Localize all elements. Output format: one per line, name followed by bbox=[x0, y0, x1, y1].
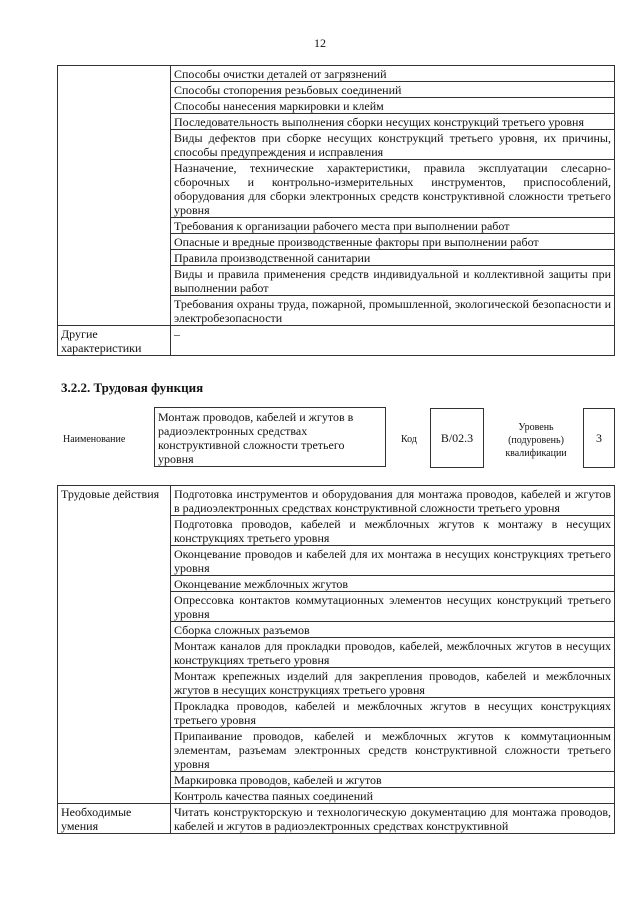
labor-action-item: Опрессовка контактов коммутационных элементов несущих конструкций третьего уровня bbox=[171, 592, 615, 622]
labor-action-item: Прокладка проводов, кабелей и межблочных жгутов в несущих конструкциях третьего уровня bbox=[171, 698, 615, 728]
knowledge-item: Способы нанесения маркировки и клейм bbox=[171, 98, 615, 114]
knowledge-item: Опасные и вредные производственные факторы при выполнении работ bbox=[171, 234, 615, 250]
knowledge-item: Последовательность выполнения сборки несущих конструкций третьего уровня bbox=[171, 114, 615, 130]
labor-action-item: Сборка сложных разъемов bbox=[171, 622, 615, 638]
knowledge-table bbox=[57, 65, 615, 356]
labor-action-item: Припаивание проводов, кабелей и межблочных жгутов к коммутационным элементам, разъемам электронных средств конструктивной сложности третьего уровня bbox=[171, 728, 615, 772]
knowledge-item: Требования к организации рабочего места при выполнении работ bbox=[171, 218, 615, 234]
labor-action-item: Маркировка проводов, кабелей и жгутов bbox=[171, 772, 615, 788]
qualification-level-box: 3 bbox=[583, 408, 615, 468]
section-title: 3.2.2. Трудовая функция bbox=[61, 380, 204, 395]
labor-action-item: Оконцевание проводов и кабелей для их монтажа в несущих конструкциях третьего уровня bbox=[171, 546, 615, 576]
other-characteristics-label: Другие характеристики bbox=[58, 326, 171, 356]
knowledge-item: Назначение, технические характеристики, правила эксплуатации слесарно-сборочных и контрольно-измерительных инструментов, приспособлений, оборудования для сборки электронных средств конструктивной сложности третьего уровня bbox=[171, 160, 615, 218]
labor-action-item: Контроль качества паяных соединений bbox=[171, 788, 615, 804]
knowledge-item: Способы стопорения резьбовых соединений bbox=[171, 82, 615, 98]
labor-actions-table bbox=[57, 485, 615, 834]
knowledge-item: Виды и правила применения средств индивидуальной и коллективной защиты при выполнении работ bbox=[171, 266, 615, 296]
function-name-box: Монтаж проводов, кабелей и жгутов в радиоэлектронных средствах конструктивной сложности третьего уровня bbox=[154, 407, 386, 467]
knowledge-item: Требования охраны труда, пожарной, промышленной, экологической безопасности и электробезопасности bbox=[171, 296, 615, 326]
required-skill-item: Читать конструкторскую и технологическую документацию для монтажа проводов, кабелей и жгутов в радиоэлектронных средствах конструктивной bbox=[171, 804, 615, 834]
table-row bbox=[58, 804, 615, 834]
knowledge-item: Способы очистки деталей от загрязнений bbox=[171, 66, 615, 82]
name-label: Наименование bbox=[63, 434, 126, 445]
code-label: Код bbox=[401, 434, 417, 445]
labor-actions-label: Трудовые действия bbox=[58, 486, 171, 804]
required-skills-label: Необходимые умения bbox=[58, 804, 171, 834]
labor-action-item: Оконцевание межблочных жгутов bbox=[171, 576, 615, 592]
labor-action-item: Подготовка инструментов и оборудования для монтажа проводов, кабелей и жгутов в радиоэлектронных средствах конструктивной сложности третьего уровня bbox=[171, 486, 615, 516]
table-row bbox=[58, 486, 615, 516]
function-code-box: B/02.3 bbox=[430, 408, 484, 468]
qualification-level-label: Уровень (подуровень) квалификации bbox=[505, 422, 567, 459]
knowledge-label-cell bbox=[58, 66, 171, 326]
page-number: 12 bbox=[314, 36, 326, 50]
knowledge-item: Виды дефектов при сборке несущих конструкций третьего уровня, их причины, способы предупреждения и исправления bbox=[171, 130, 615, 160]
table-row bbox=[58, 66, 615, 82]
knowledge-item: Правила производственной санитарии bbox=[171, 250, 615, 266]
other-characteristics-value: – bbox=[171, 326, 615, 356]
labor-action-item: Подготовка проводов, кабелей и межблочных жгутов к монтажу в несущих конструкциях третьего уровня bbox=[171, 516, 615, 546]
labor-action-item: Монтаж каналов для прокладки проводов, кабелей, межблочных жгутов в несущих конструкциях третьего уровня bbox=[171, 638, 615, 668]
labor-action-item: Монтаж крепежных изделий для закрепления проводов, кабелей и межблочных жгутов в несущих конструкциях третьего уровня bbox=[171, 668, 615, 698]
table-row bbox=[58, 326, 615, 356]
